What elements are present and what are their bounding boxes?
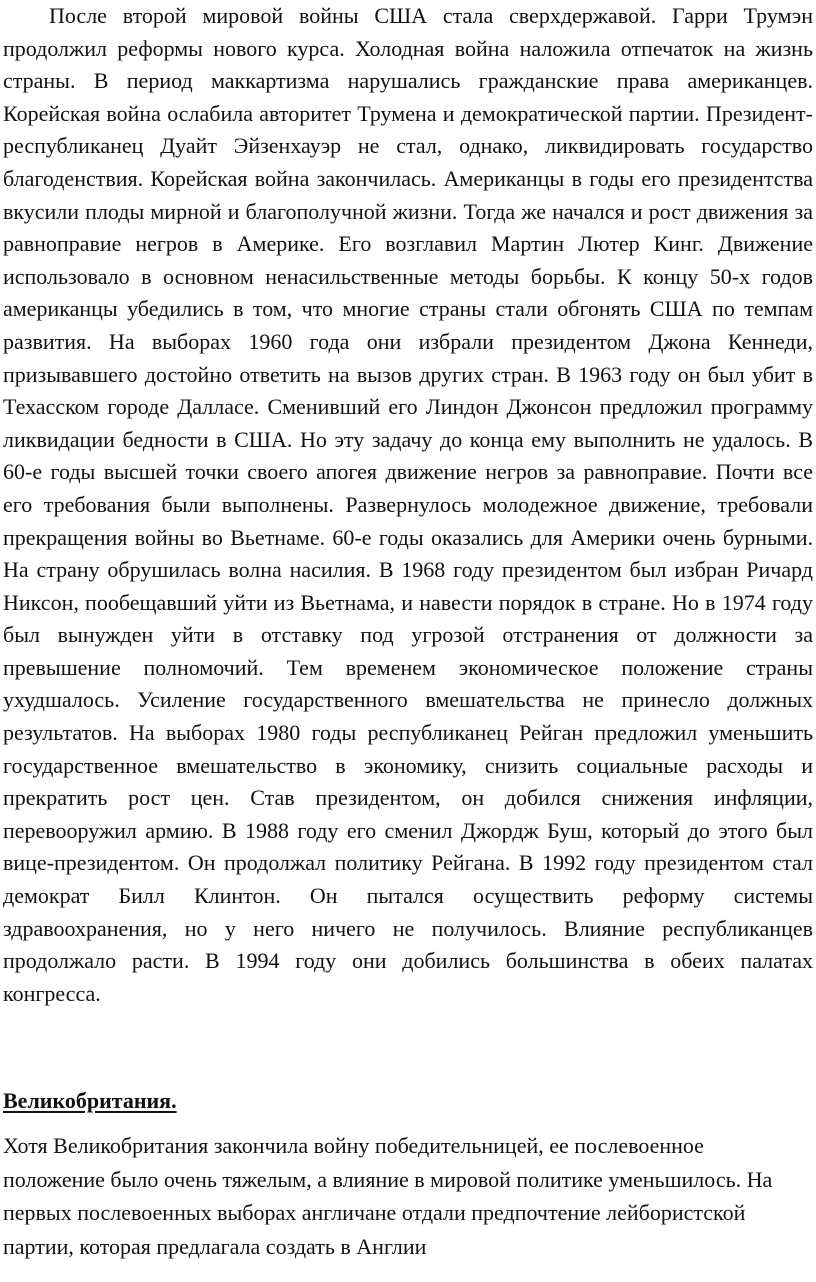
document-page — [3, 0, 813, 1259]
paragraph-great-britain: Хотя Великобритания закончила войну победительницей, ее послевоенное положение было очень тяжелым, а влияние в мировой политике уменьшилось. На первых послевоенных выборах англичане отдали предпочтение лейбористской партии, которая предлагала создать в Англии — [3, 1133, 773, 1259]
section-heading-great-britain: Великобритания. — [3, 1088, 177, 1113]
paragraph-usa: После второй мировой войны США стала сверхдержавой. Гарри Трумэн продолжил реформы нового курса. Холодная война наложила отпечаток на жизнь страны. В период маккартизма нарушались гражданские права американцев. Корейская война ослабила авторитет Трумена и демократической партии. Президент-республиканец Дуайт Эйзенхауэр не стал, однако, ликвидировать государство благоденствия. Корейская война закончилась. Американцы в годы его президентства вкусили плоды мирной и благополучной жизни. Тогда же начался и рост движения за равноправие негров в Америке. Его возглавил Мартин Лютер Кинг. Движение использовало в основном ненасильственные методы борьбы. К концу 50-х годов американцы убедились в том, что многие страны стали обгонять США по темпам развития. На выборах 1960 года они избрали президентом Джона Кеннеди, призывавшего достойно ответить на вызов других стран. В 1963 году он был убит в Техасском городе Далласе. Сменивший его Линдон Джонсон предложил программу ликвидации бедности в США. Но эту задачу до конца ему выполнить не удалось. В 60-е годы высшей точки своего апогея движение негров за равноправие. Почти все его требования были выполнены. Развернулось молодежное движение, требовали прекращения войны во Вьетнаме. 60-е годы оказались для Америки очень бурными. На страну обрушилась волна насилия. В 1968 году президентом был избран Ричард Никсон, пообещавший уйти из Вьетнама, и навести порядок в стране. Но в 1974 году был вынужден уйти в отставку под угрозой отстранения от должности за превышение полномочий. Тем временем экономическое положение страны ухудшалось. Усиление государственного вмешательства не принесло должных результатов. На выборах 1980 годы республиканец Рейган предложил уменьшить государственное вмешательство в экономику, снизить социальные расходы и прекратить рост цен. Став президентом, он добился снижения инфляции, перевооружил армию. В 1988 году его сменил Джордж Буш, который до этого был вице-президентом. Он продолжал политику Рейгана. В 1992 году президентом стал демократ Билл Клинтон. Он пытался осуществить реформу системы здравоохранения, но у него ничего не получилось. Влияние республиканцев продолжало расти. В 1994 году они добились большинства в обеих палатах конгресса. — [3, 3, 813, 1006]
